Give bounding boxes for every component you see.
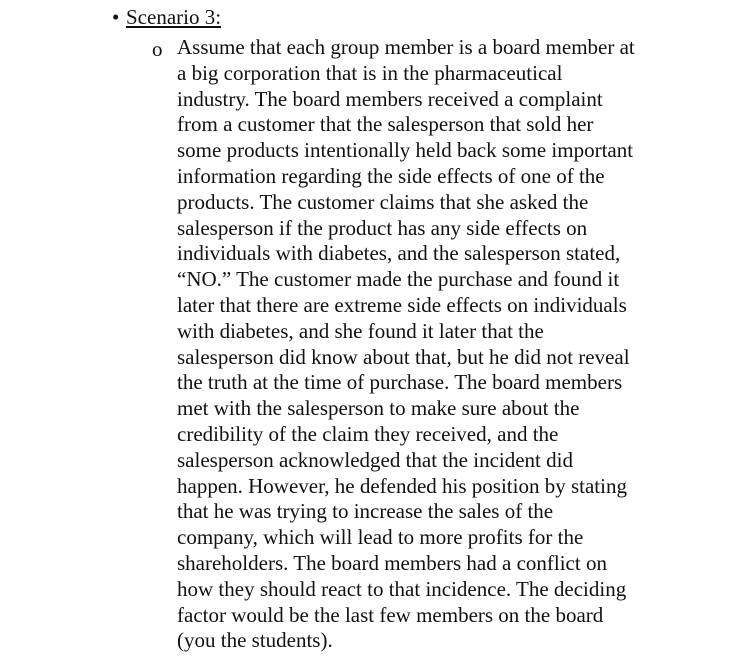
scenario-bullet-item — [112, 4, 221, 30]
paragraph-line: happen. However, he defended his position by stating — [177, 473, 627, 498]
paragraph-line: that he was trying to increase the sales of the — [177, 499, 554, 524]
paragraph-line: from a customer that the salesperson that sold her — [177, 112, 594, 137]
paragraph-line: how they should react to that incidence. The deciding — [177, 576, 627, 601]
paragraph-line: industry. The board members received a complaint — [177, 86, 603, 111]
paragraph-line: salesperson if the product has any side effects on — [177, 215, 588, 240]
paragraph-line: information regarding the side effects of one of the — [177, 163, 605, 188]
paragraph-line: credibility of the claim they received, and the — [177, 421, 559, 446]
paragraph-line: (you the students). — [177, 628, 333, 653]
paragraph-line: with diabetes, and she found it later that the — [177, 318, 544, 343]
paragraph-line: salesperson did know about that, but he did not reveal — [177, 344, 630, 369]
paragraph-line: salesperson acknowledged that the incident did — [177, 447, 573, 472]
sub-bullet-icon: o — [152, 37, 163, 61]
paragraph-line: the truth at the time of purchase. The board members — [177, 370, 623, 395]
paragraph-line: Assume that each group member is a board member at — [177, 35, 635, 59]
paragraph-line: products. The customer claims that she asked the — [177, 189, 589, 214]
scenario-heading: Scenario 3: — [126, 5, 222, 29]
paragraph-line: factor would be the last few members on the board — [177, 602, 604, 627]
paragraph-line: company, which will lead to more profits for the — [177, 525, 584, 550]
paragraph-line: individuals with diabetes, and the salesperson stated, — [177, 241, 621, 266]
scenario-paragraph — [177, 35, 677, 654]
paragraph-line: shareholders. The board members had a conflict on — [177, 550, 607, 575]
paragraph-line: some products intentionally held back some important — [177, 138, 634, 163]
paragraph-line: a big corporation that is in the pharmaceutical — [177, 60, 563, 85]
paragraph-line: met with the salesperson to make sure about the — [177, 396, 580, 421]
paragraph-line: later that there are extreme side effects on individuals — [177, 292, 627, 317]
paragraph-line: “NO.” The customer made the purchase and found it — [177, 267, 620, 292]
bullet-icon: • — [112, 5, 120, 29]
